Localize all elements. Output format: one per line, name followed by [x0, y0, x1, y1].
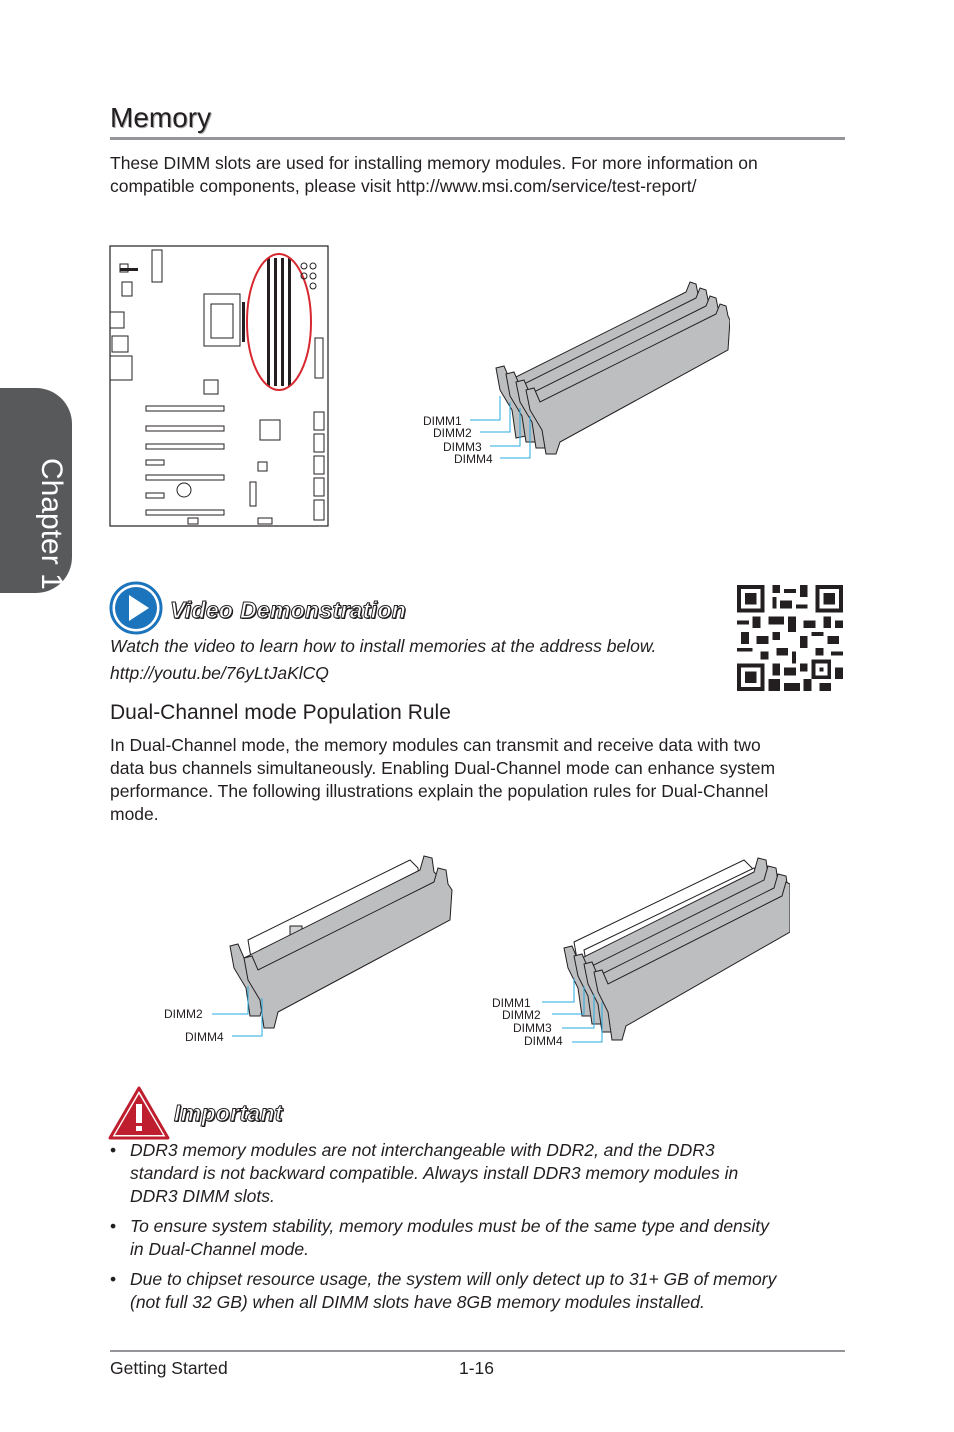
footer-page-number: 1-16: [459, 1358, 495, 1378]
dimm2-label: DIMM2: [433, 426, 472, 440]
video-url[interactable]: http://youtu.be/76yLtJaKlCQ: [110, 663, 329, 683]
bullet-line: DDR3 DIMM slots.: [130, 1186, 275, 1206]
important-list: [110, 1139, 850, 1321]
dimm2-label: DIMM2: [502, 1008, 541, 1022]
intro-line: compatible components, please visit http://www.msi.com/service/test-report/: [110, 176, 697, 196]
intro-paragraph: [110, 152, 850, 198]
dimm2-label: DIMM2: [164, 1007, 203, 1021]
bullet-line: To ensure system stability, memory modules must be of the same type and density: [130, 1216, 770, 1236]
bullet-dot: •: [110, 1269, 117, 1289]
dual-channel-line: In Dual-Channel mode, the memory modules can transmit and receive data with two: [110, 735, 761, 755]
dimm4-label: DIMM4: [454, 452, 493, 466]
dual-channel-line: data bus channels simultaneously. Enabling Dual-Channel mode can enhance system: [110, 758, 776, 778]
important-heading: Important: [174, 1100, 283, 1126]
dual-channel-paragraph: [110, 734, 850, 826]
bullet-line: standard is not backward compatible. Always install DDR3 memory modules in: [130, 1163, 739, 1183]
bullet-line: Due to chipset resource usage, the system will only detect up to 31+ GB of memory: [130, 1269, 777, 1289]
bullet-dot: •: [110, 1216, 117, 1236]
bullet-line: DDR3 memory modules are not interchangeable with DDR2, and the DDR3: [130, 1140, 715, 1160]
qr-code[interactable]: [736, 585, 844, 691]
dimm1-label: DIMM1: [492, 996, 531, 1010]
chapter-tab: [0, 388, 72, 593]
play-icon[interactable]: [108, 580, 164, 636]
dimm-slots-illustration: [420, 270, 730, 470]
video-text: Watch the video to learn how to install memories at the address below.: [110, 636, 657, 656]
dimm4-label: DIMM4: [185, 1030, 224, 1044]
dual-channel-heading: Dual-Channel mode Population Rule: [110, 701, 451, 724]
list-item: [110, 1215, 850, 1261]
dual-channel-line: performance. The following illustrations explain the population rules for Dual-Channel: [110, 781, 769, 801]
dimm4-label: DIMM4: [524, 1034, 563, 1048]
list-item: [110, 1139, 850, 1208]
two-module-illustration: [160, 846, 460, 1050]
dimm3-label: DIMM3: [443, 440, 482, 454]
list-item: [110, 1268, 850, 1314]
video-heading: Video Demonstration: [170, 597, 407, 623]
motherboard-layout-diagram: [108, 244, 332, 530]
warning-icon: [108, 1086, 170, 1140]
dual-channel-line: mode.: [110, 804, 159, 824]
dimm3-label: DIMM3: [513, 1021, 552, 1035]
footer-section-name: Getting Started: [110, 1358, 228, 1378]
chapter-tab-label: Chapter 1: [35, 458, 68, 590]
title-divider: [110, 137, 845, 140]
four-module-illustration: [490, 852, 790, 1052]
bullet-line: (not full 32 GB) when all DIMM slots have 8GB memory modules installed.: [130, 1292, 705, 1312]
bullet-dot: •: [110, 1140, 117, 1160]
intro-line: These DIMM slots are used for installing memory modules. For more information on: [110, 153, 758, 173]
section-title: Memory: [110, 102, 212, 133]
footer-divider: [110, 1350, 845, 1352]
bullet-line: in Dual-Channel mode.: [130, 1239, 309, 1259]
dimm1-label: DIMM1: [423, 414, 462, 428]
